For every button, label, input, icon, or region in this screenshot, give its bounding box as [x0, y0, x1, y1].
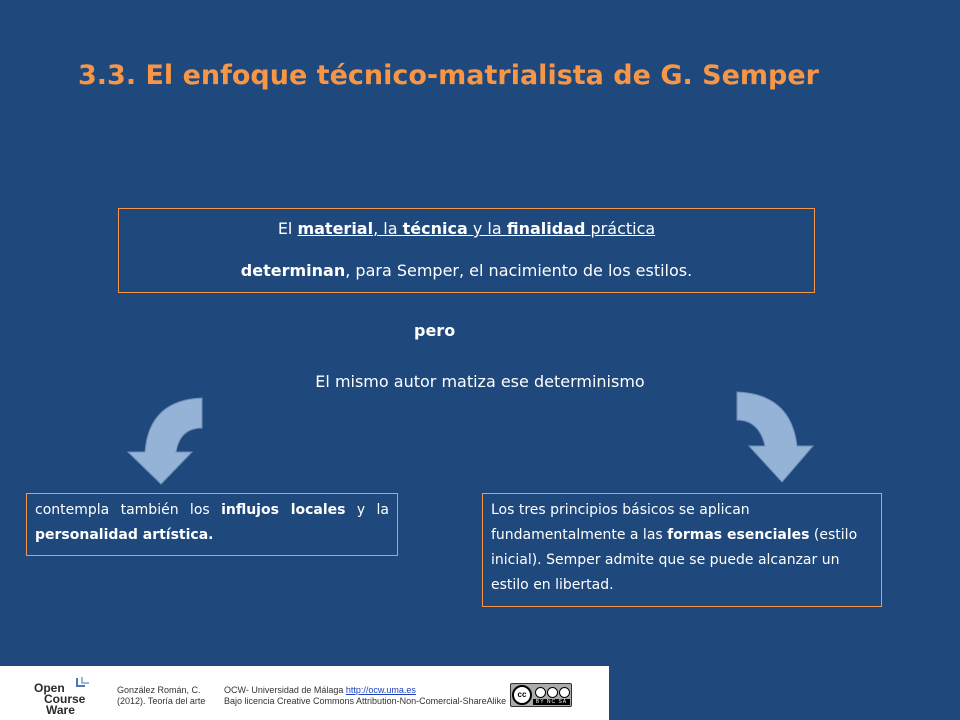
term-determinan: determinan — [240, 261, 346, 280]
author-credit: González Román, C. (2012). Teoría del arte — [117, 685, 206, 706]
logo-word-ware: Ware — [46, 703, 75, 717]
curved-arrow-left-icon — [126, 396, 206, 486]
curved-arrow-right-icon — [735, 390, 815, 486]
cc-sa-icon — [559, 687, 570, 698]
slide-title: 3.3. El enfoque técnico-matrialista de G. Semper — [78, 60, 819, 91]
ocw-link[interactable]: http://ocw.uma.es — [345, 685, 416, 695]
opencourseware-logo — [32, 672, 102, 716]
material-technique-box — [118, 208, 815, 293]
material-technique-line-2: determinan, para Semper, el nacimiento de los estilos. — [240, 261, 693, 280]
term-formas-esenciales: formas esenciales — [667, 527, 810, 543]
ocw-mark-icon — [74, 676, 94, 690]
essential-forms-box: Los tres principios básicos se aplican fundamentalmente a las formas esenciales (estilo inicial). Semper admite que se puede alcanzar un estilo en libertad. — [482, 493, 882, 607]
logo-word-course: Course — [44, 692, 86, 706]
cc-by-icon — [535, 687, 546, 698]
determinism-statement: El mismo autor matiza ese determinismo — [315, 372, 645, 391]
logo-word-open: Open — [34, 681, 65, 695]
local-influences-box: contempla también los influjos locales y la personalidad artística. — [26, 493, 398, 556]
term-tecnica: técnica — [402, 219, 468, 238]
term-material: material — [297, 219, 374, 238]
term-finalidad: finalidad — [506, 219, 586, 238]
term-personalidad-artistica: personalidad artística. — [35, 527, 214, 543]
creative-commons-badge-icon: cc BY NC SA — [510, 683, 572, 707]
material-technique-line-1: El material, la técnica y la finalidad práctica — [277, 219, 656, 238]
connector-pero: pero — [414, 321, 456, 340]
licence-text: OCW- Universidad de Málaga http://ocw.uma.es Bajo licencia Creative Commons Attribution-Non-Comercial-ShareAlike — [224, 685, 507, 706]
footer-banner — [0, 666, 609, 720]
term-influjos-locales: influjos locales — [221, 502, 346, 518]
cc-nc-icon — [547, 687, 558, 698]
